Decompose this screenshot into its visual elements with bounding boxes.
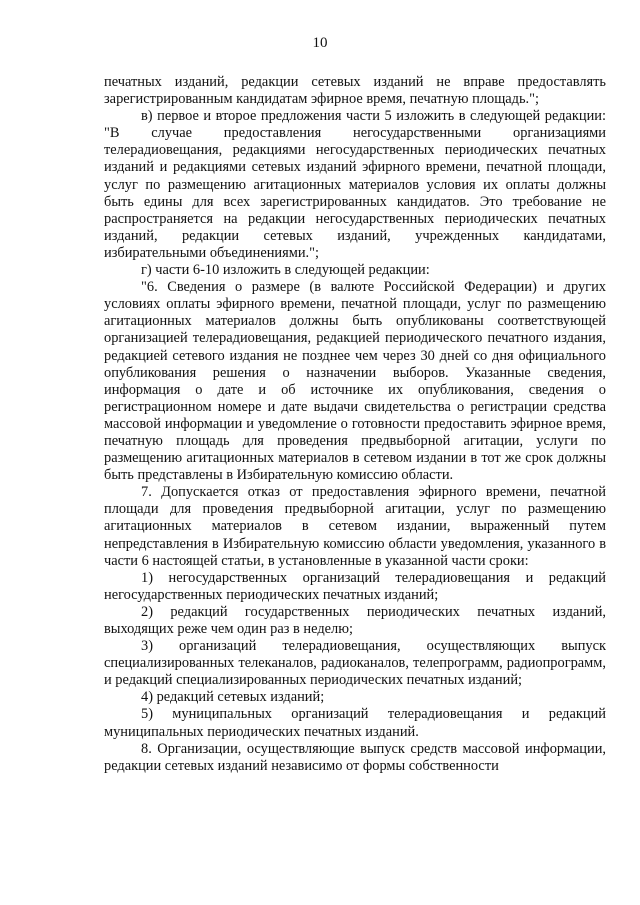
paragraph: 3) организаций телерадиовещания, осуществляющих выпуск специализированных телеканалов, радиоканалов, телепрограмм, радиопрограмм, и редакций специализированных периодических печатных изданий; [104, 638, 606, 689]
page-number: 10 [312, 35, 328, 51]
paragraph: 4) редакций сетевых изданий; [141, 689, 325, 706]
document-body [104, 74, 606, 775]
paragraph: 2) редакций государственных периодических печатных изданий, выходящих реже чем один раз в неделю; [104, 603, 606, 637]
paragraph: "6. Сведения о размере (в валюте Российской Федерации) и других условиях оплаты эфирного времени, печатной площади, услуг по размещению агитационных материалов должны быть опубликованы соответствующей организацией телерадиовещания, редакцией периодического печатного издания, редакцией сетевого издания не позднее чем через 30 дней со дня официального опубликования решения о назначении выборов. Указанные сведения, информация о дате и об источнике их опубликования, сведения о регистрационном номере и дате выдачи свидетельства о регистрации средства массовой информации и уведомление о готовности предоставить эфирное время, печатную площадь для проведения предвыборной агитации, услуги по размещению агитационных материалов в сетевом издании в тот же срок должны быть представлены в Избирательную комиссию области. [104, 279, 606, 484]
paragraph: 5) муниципальных организаций телерадиовещания и редакций муниципальных периодических печатных изданий. [104, 706, 606, 740]
paragraph: 1) негосударственных организаций телерадиовещания и редакций негосударственных периодических печатных изданий; [104, 569, 606, 603]
paragraph: 8. Организации, осуществляющие выпуск средств массовой информации, редакции сетевых изданий независимо от формы собственности [104, 740, 606, 774]
paragraph: 7. Допускается отказ от предоставления эфирного времени, печатной площади для проведения предвыборной агитации, услуг по размещению агитационных материалов в сетевом издании, выраженный путем непредставления в Избирательную комиссию области уведомления, указанного в части 6 настоящей статьи, в установленные в указанной части сроки: [104, 484, 606, 569]
paragraph: печатных изданий, редакции сетевых изданий не вправе предоставлять зарегистрированным кандидатам эфирное время, печатную площадь."; [104, 74, 606, 108]
paragraph: г) части 6-10 изложить в следующей редакции: [141, 262, 430, 279]
paragraph: в) первое и второе предложения части 5 изложить в следующей редакции: "В случае предоставления негосударственными организациями телерадиовещания, редакциями негосударственных периодических печатных изданий и редакциями сетевых изданий эфирного времени, печатной площади, услуг по размещению агитационных материалов условия их оплаты должны быть едины для всех зарегистрированных кандидатов. Это требование не распространяется на редакции негосударственных периодических печатных изданий, редакции сетевых изданий, учрежденных кандидатами, избирательными объединениями."; [104, 108, 606, 261]
